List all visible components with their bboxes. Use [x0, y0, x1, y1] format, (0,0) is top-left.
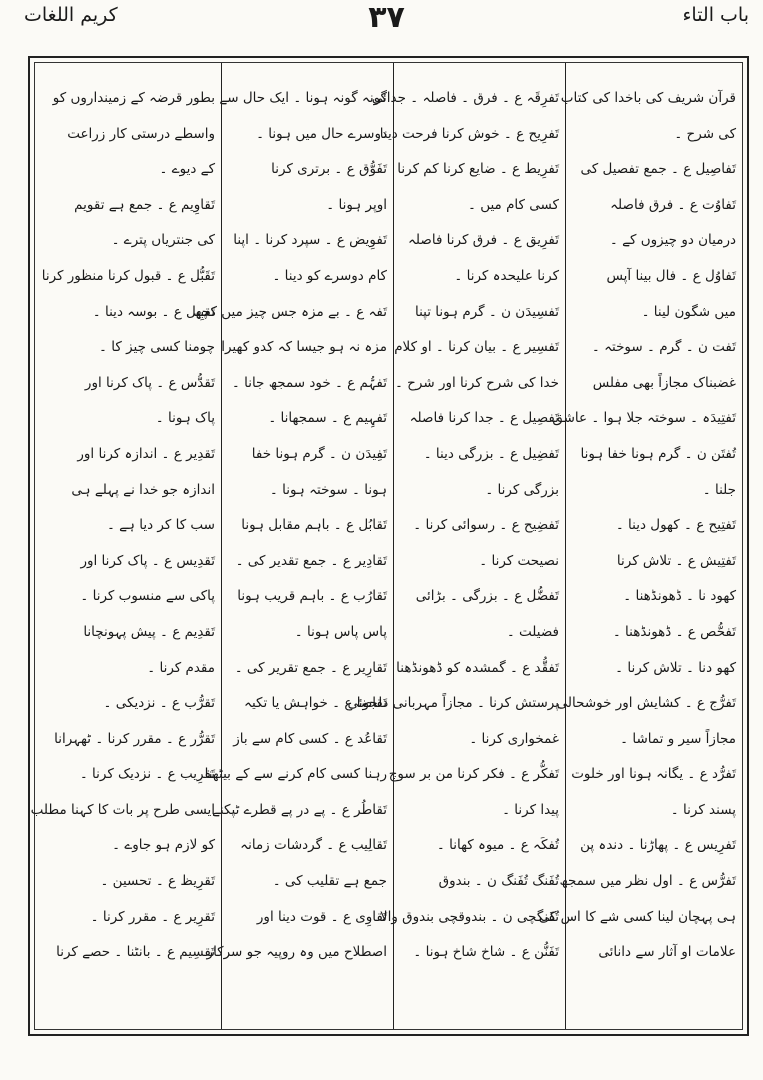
- entry-line: مجازاً سیر و تماشا ۔: [620, 730, 736, 747]
- entry-line: پرستش کرنا ۔ مجازاً مہربانی دلجوئی: [347, 695, 559, 712]
- entry-line: تُفَنگچی ن ۔ بندوقچی بندوق والا: [379, 908, 559, 925]
- entry-line: ہونا ۔ سوختہ ہونا ۔: [269, 481, 387, 498]
- entry-line: بطور قرضہ کے زمینداروں کو: [52, 90, 215, 106]
- entry-line: تَفہِیم ع ۔ سمجھانا ۔: [268, 410, 387, 427]
- entry-line: کرنا علیحدہ کرنا ۔: [454, 267, 559, 284]
- entry-line: تَفحُّص ع ۔ ڈھونڈھنا ۔: [612, 623, 736, 640]
- entry-line: تَفسِیر ع ۔ بیان کرنا ۔ او کلام: [394, 339, 559, 356]
- entry-line: کو لازم ہو جاوے ۔: [112, 837, 215, 854]
- entry-line: تُفکَہ ع ۔ میوہ کھانا ۔: [436, 837, 559, 854]
- entry-line: تَفرِیح ع ۔ خوش کرنا فرحت دینا: [379, 125, 559, 142]
- entry-line: فضیلت ۔: [506, 623, 559, 640]
- entry-line: تَقابُل ع ۔ باہم مقابل ہونا: [241, 517, 387, 534]
- entry-line: تَفرِقَہ ع ۔ فرق ۔ فاصلہ ۔ جدائی: [371, 90, 559, 106]
- entry-line: اصطلاح میں وہ روپیہ جو سرکار: [206, 944, 387, 961]
- entry-line: کی شرح ۔: [674, 125, 736, 142]
- entry-line: تَقاعُد ع ۔ کسی کام سے باز: [233, 730, 387, 747]
- column-3: [193, 63, 394, 1029]
- entry-line: تَفرِیط ع ۔ ضایع کرنا کم کرنا: [397, 161, 559, 178]
- entry-line: سب کا کر دیا ہے ۔: [106, 517, 215, 534]
- page-number: ٣٧: [368, 0, 405, 35]
- entry-line: تَقرِیر ع ۔ مقرر کرنا ۔: [90, 908, 215, 925]
- entry-line: دوسرے حال میں ہونا ۔: [256, 125, 387, 142]
- text-frame-inner: [30, 62, 743, 1030]
- entry-line: تَقاوِی ع ۔ قوت دینا اور: [256, 908, 387, 925]
- entry-line: تَفَوُّق ع ۔ برتری کرنا: [271, 161, 387, 178]
- entry-line: تَقرِیظ ع ۔ تحسین ۔: [100, 873, 215, 890]
- entry-line: تَفرُّد ع ۔ یگانہ ہونا اور خلوت: [571, 766, 736, 783]
- entry-line: درمیان دو چیزوں کے ۔: [609, 232, 736, 249]
- entry-line: تَفت ن ۔ گرم ۔ سوختہ ۔: [591, 339, 736, 356]
- entry-line: اندازہ جو خدا نے پہلے ہی: [71, 481, 215, 498]
- entry-line: تَفِیدَن ن ۔ گرم ہونا خفا: [251, 445, 387, 462]
- entry-line: تَقَبُّل ع ۔ قبول کرنا منظور کرنا: [41, 267, 215, 284]
- entry-line: تَقاوِیم ع ۔ جمع ہے تقویم: [74, 196, 215, 213]
- entry-line: ہی پہچان لینا کسی شے کا اس کی: [538, 908, 736, 925]
- entry-line: تَفقُّد ع ۔ گمشدہ کو ڈھونڈھنا: [396, 659, 559, 676]
- entry-line: تَفرُّج ع ۔ کشایش اور خوشحالی: [556, 695, 736, 712]
- column-1: [538, 63, 742, 1029]
- entry-line: چومنا کسی چیز کا ۔: [99, 339, 215, 356]
- entry-line: تَفرِیق ع ۔ فرق کرنا فاصلہ: [407, 232, 559, 249]
- column-4: [31, 63, 222, 1029]
- entry-line: تَفضُّل ع ۔ بزرگی ۔ بڑائی: [415, 588, 559, 605]
- entry-line: تَقارُب ع ۔ باہم قریب ہونا: [237, 588, 387, 605]
- entry-line: پاس پاس ہونا ۔: [294, 623, 387, 640]
- entry-line: رہنا کسی کام کرنے سے کے بیٹھنا: [204, 766, 387, 783]
- entry-line: کی جنتریاں پترے ۔: [111, 232, 215, 249]
- entry-line: کسی کام میں ۔: [468, 196, 559, 213]
- entry-line: تَقاضا ع ۔ خواہش یا تکیہ: [244, 695, 387, 712]
- entry-line: تَقدُّس ع ۔ پاک کرنا اور: [84, 374, 215, 391]
- entry-line: تَفاوُت ع ۔ فرق فاصلہ: [610, 196, 736, 213]
- entry-line: پاکی سے منسوب کرنا ۔: [80, 588, 215, 605]
- entry-line: تَفہ ع ۔ بے مزہ جس چیز میں کچھ: [193, 303, 387, 320]
- entry-line: کھود نا ۔ ڈھونڈھنا ۔: [623, 588, 736, 605]
- entry-line: تَفاصِیل ع ۔ جمع تفصیل کی: [580, 161, 736, 178]
- entry-line: تَقسِیم ع ۔ بانٹنا ۔ حصے کرنا: [56, 944, 215, 961]
- entry-line: پسند کرنا ۔: [670, 801, 736, 818]
- entry-line: کے دیوے ۔: [159, 161, 215, 178]
- entry-line: کھو دنا ۔ تلاش کرنا ۔: [615, 659, 736, 676]
- entry-line: تَقاطُر ع ۔ پے در پے قطرے ٹپکنے: [212, 801, 387, 818]
- entry-line: تَفہُّم ع ۔ خود سمجھ جانا ۔: [231, 374, 387, 391]
- entry-line: واسطے درستی کار زراعت: [67, 125, 215, 142]
- entry-line: تَقبِیل ع ۔ بوسہ دینا ۔: [92, 303, 215, 320]
- entry-line: تَقدِیس ع ۔ پاک کرنا اور: [80, 552, 215, 569]
- entry-line: علامات او آثار سے دانائی: [598, 944, 736, 961]
- book-title: کریم اللغات: [24, 4, 118, 26]
- entry-line: کام دوسرے کو دینا ۔: [272, 267, 387, 284]
- entry-line: تَقرِیب ع ۔ نزدیک کرنا ۔: [79, 766, 215, 783]
- entry-line: پاک ہونا ۔: [155, 410, 215, 427]
- entry-line: جلنا ۔: [702, 481, 736, 498]
- entry-line: تَفضِیل ع ۔ بزرگی دینا ۔: [423, 445, 559, 462]
- entry-line: تَقارِیر ع ۔ جمع تقریر کی ۔: [234, 659, 387, 676]
- entry-line: گونہ گونہ ہونا ۔ ایک حال سے: [219, 90, 387, 106]
- entry-line: تَفتِیش ع ۔ تلاش کرنا: [616, 552, 736, 569]
- entry-line: غمخواری کرنا ۔: [469, 730, 559, 747]
- entry-line: ایسی طرح پر بات کا کہنا مطلب: [30, 801, 215, 818]
- entry-line: جمع ہے تقلیب کی ۔: [272, 873, 387, 890]
- entry-line: تَفکُّر ع ۔ فکر کرنا من بر سوچ: [388, 766, 559, 783]
- entry-line: تَفضِیح ع ۔ رسوائی کرنا ۔: [413, 517, 559, 534]
- entry-line: اوپر ہونا ۔: [326, 196, 387, 213]
- entry-line: تَفوِیض ع ۔ سپرد کرنا ۔ اپنا: [233, 232, 387, 249]
- entry-line: تَفتِیدَہ ۔ سوختہ جلا ہوا ۔ عاشق: [552, 410, 736, 427]
- entry-line: تَفتِیح ع ۔ کھول دینا ۔: [615, 517, 736, 534]
- text-frame: [28, 56, 749, 1036]
- entry-line: تَقرُّب ع ۔ نزدیکی ۔: [103, 695, 215, 712]
- entry-line: نصیحت کرنا ۔: [479, 552, 559, 569]
- entry-line: تَفَنُّن ع ۔ شاخ شاخ ہونا ۔: [413, 944, 559, 961]
- entry-line: تُفَنگ تُفَنگ ن ۔ بندوق: [438, 873, 559, 890]
- entry-line: تَفاوُل ع ۔ فال بینا آپس: [606, 267, 736, 284]
- entry-line: میں شگون لینا ۔: [641, 303, 736, 320]
- entry-line: تَقدِیر ع ۔ اندازہ کرنا اور: [77, 445, 215, 462]
- entry-line: مقدم کرنا ۔: [147, 659, 215, 676]
- entry-line: تَفرُّس ع ۔ اول نظر میں سمجھ: [559, 873, 736, 890]
- entry-line: تَفرِیس ع ۔ پھاڑنا ۔ دندہ پن: [580, 837, 736, 854]
- entry-line: پیدا کرنا ۔: [502, 801, 559, 818]
- entry-line: تُفتَن ن ۔ گرم ہونا خفا ہونا: [580, 445, 736, 462]
- page-header: [24, 0, 749, 46]
- entry-line: تَقرُّر ع ۔ مقرر کرنا ۔ ٹھہرانا: [54, 730, 215, 747]
- entry-line: تَقالِیب ع ۔ گردشات زمانہ: [240, 837, 387, 854]
- entry-line: خدا کی شرح کرنا اور شرح ۔: [394, 374, 559, 391]
- entry-line: بزرگی کرنا ۔: [485, 481, 559, 498]
- entry-line: غضبناک مجازاً بھی مفلس: [592, 374, 736, 391]
- entry-line: مزہ نہ ہو جیسا کہ کدو کھیرا: [221, 339, 387, 356]
- entry-line: تَقدِیم ع ۔ پیش پہونچانا: [83, 623, 215, 640]
- entry-line: تَقادِیر ع ۔ جمع تقدیر کی ۔: [235, 552, 387, 569]
- entry-line: تَفسِیدَن ن ۔ گرم ہونا تپنا: [415, 303, 559, 320]
- section-title: باب التاء: [682, 4, 749, 26]
- entry-line: تَفصِیل ع ۔ جدا کرنا فاصلہ: [409, 410, 559, 427]
- entry-line: قرآن شریف کی باخدا کی کتاب: [560, 90, 736, 106]
